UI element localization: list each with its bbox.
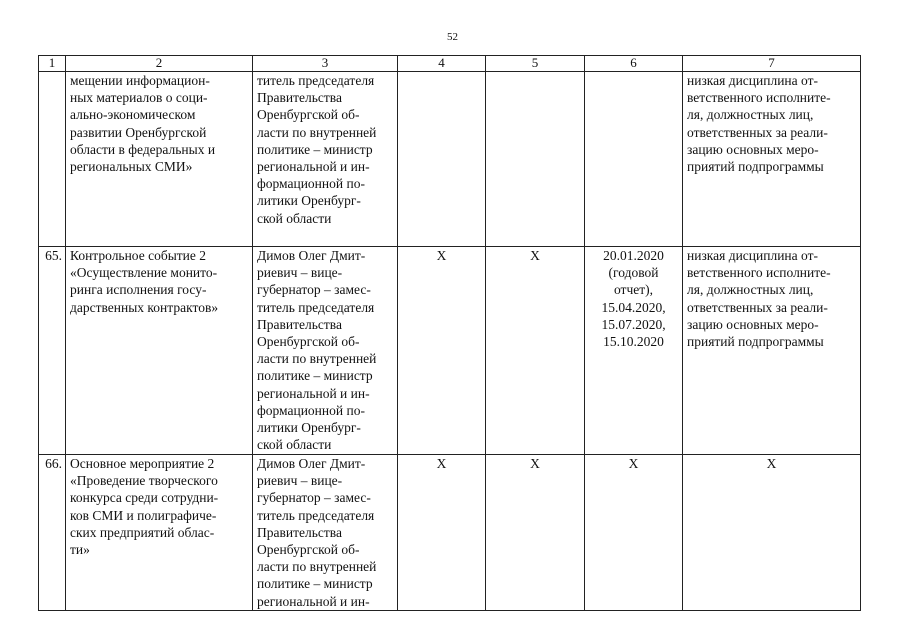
cell-line: титель председателя [257,507,375,523]
cell-line: риевич – вице- [257,265,343,281]
column-header: 5 [486,56,585,72]
event-name-cell [66,72,253,247]
cell-line: зацию основных меро- [687,316,819,332]
cell-line: ных материалов о соци- [70,90,208,106]
column-5-cell [486,247,585,455]
cell-line: региональной и ин- [257,385,370,401]
cell-line: ласти по внутренней [257,124,377,140]
column-header: 2 [66,56,253,72]
cell-line: приятий подпрограммы [687,334,824,350]
event-name-cell [66,455,253,611]
row-number: 65. [39,247,66,455]
cell-line: ветственного исполните- [687,90,831,106]
cell-line: Основное мероприятие 2 [70,456,215,471]
responsible-cell [253,72,398,247]
cell-line: X [530,456,540,471]
column-6-cell [585,455,683,611]
cell-line: Оренбургской об- [257,334,360,350]
cell-line: региональной и ин- [257,159,370,175]
cell-line: X [766,456,777,471]
cell-line: ти» [70,542,90,558]
cell-line: ветственного исполните- [687,265,831,281]
cell-line: литики Оренбург- [257,420,361,436]
cell-line: области в федеральных и [70,141,216,157]
page-number: 52 [447,31,458,43]
column-4-cell [398,247,486,455]
cell-line: Контрольное событие 2 [70,248,207,263]
event-name-cell [66,247,253,455]
cell-line: Правительства [257,524,342,540]
cell-line: ля, должностных лиц, [687,107,814,123]
cell-line: региональных СМИ» [70,159,193,175]
cell-line: 15.10.2020 [603,334,664,350]
cell-line: зацию основных меро- [687,141,819,157]
responsible-cell [253,247,398,455]
cell-line: конкурса среди сотрудни- [70,490,219,506]
column-header: 7 [683,56,861,72]
cell-line: губернатор – замес- [257,490,371,506]
cell-line: литики Оренбург- [257,193,361,209]
responsible-cell [253,455,398,611]
cell-line: формационной по- [257,402,365,418]
cell-line: (годовой [608,265,659,281]
column-5-cell [486,72,585,247]
cell-line: X [530,248,540,263]
column-header: 3 [253,56,398,72]
cell-line: ской области [257,210,332,226]
column-7-cell [683,247,861,455]
cell-line: Правительства [257,316,342,332]
cell-line: ской области [257,437,332,453]
cell-line: политике – министр [257,368,373,384]
column-7-cell [683,455,861,611]
cell-line: низкая дисциплина от- [687,73,818,88]
cell-line: 15.07.2020, [601,316,666,332]
cell-line: «Проведение творческого [70,473,218,489]
cell-line: ля, должностных лиц, [687,282,814,298]
cell-line: ласти по внутренней [257,559,377,575]
cell-line: ответственных за реали- [687,124,828,140]
column-header: 1 [39,56,66,72]
cell-line: губернатор – замес- [257,282,371,298]
cell-line: Оренбургской об- [257,107,360,123]
plan-table [38,55,861,611]
cell-line: ласти по внутренней [257,351,377,367]
cell-line: Оренбургской об- [257,542,360,558]
table-row [39,72,861,247]
cell-line: ских предприятий облас- [70,524,215,540]
table-row [39,455,861,611]
cell-line: низкая дисциплина от- [687,248,818,263]
cell-line: ков СМИ и полиграфиче- [70,507,217,523]
cell-line: X [628,456,639,471]
cell-line: мещении информацион- [70,73,210,88]
cell-line: ринга исполнения госу- [70,282,207,298]
cell-line: 20.01.2020 [603,248,664,263]
column-4-cell [398,455,486,611]
column-header: 4 [398,56,486,72]
column-6-cell [585,247,683,455]
cell-line: Димов Олег Дмит- [257,456,366,471]
column-header: 6 [585,56,683,72]
cell-line: титель председателя [257,73,375,88]
column-5-cell [486,455,585,611]
cell-line: формационной по- [257,176,365,192]
cell-line: X [436,248,447,263]
table-row [39,247,861,455]
cell-line: политике – министр [257,141,373,157]
cell-line: региональной и ин- [257,593,370,609]
cell-line: Димов Олег Дмит- [257,248,366,263]
header-row [39,56,861,72]
cell-line: политике – министр [257,576,373,592]
cell-line: риевич – вице- [257,473,343,489]
column-4-cell [398,72,486,247]
cell-line: 15.04.2020, [601,299,666,315]
cell-line: «Осуществление монито- [70,265,218,281]
column-7-cell [683,72,861,247]
cell-line: Правительства [257,90,342,106]
cell-line: приятий подпрограммы [687,159,824,175]
cell-line: ответственных за реали- [687,299,828,315]
cell-line: титель председателя [257,299,375,315]
column-6-cell [585,72,683,247]
row-number: 66. [39,455,66,611]
cell-line: ально-экономическом [70,107,196,123]
row-number [39,72,66,247]
cell-line: отчет), [613,282,654,298]
cell-line: X [436,456,447,471]
cell-line: дарственных контрактов» [70,299,219,315]
cell-line: развитии Оренбургской [70,124,207,140]
